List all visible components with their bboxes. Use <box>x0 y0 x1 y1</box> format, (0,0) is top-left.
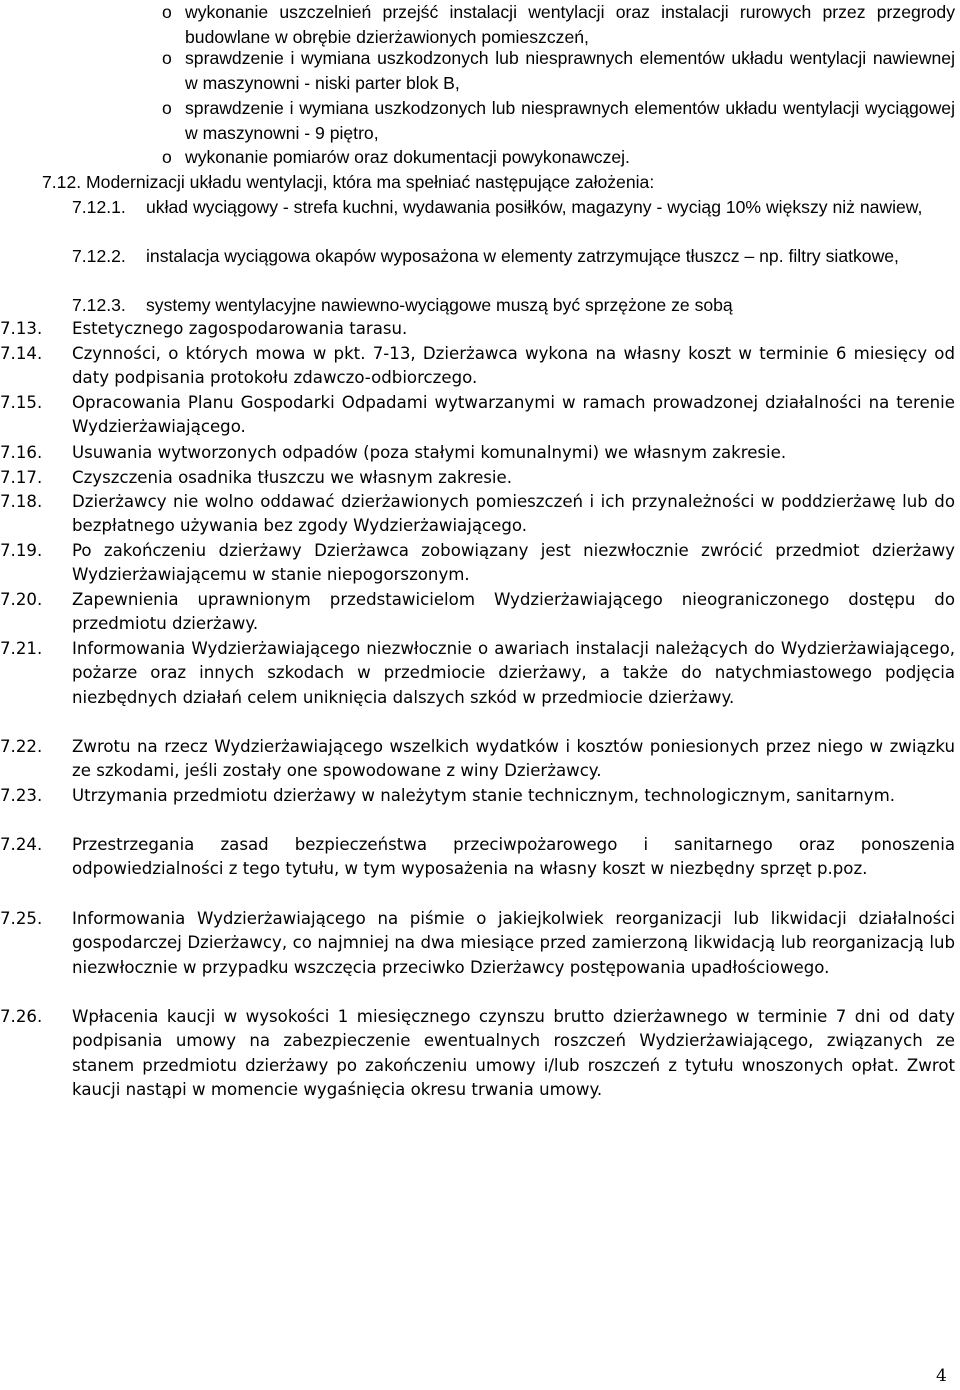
numbered-item <box>0 441 955 465</box>
numbered-item <box>0 1005 955 1103</box>
list-item <box>162 0 955 49</box>
bullet-marker: o <box>162 98 172 118</box>
numbered-item <box>0 588 955 637</box>
list-item <box>162 145 955 170</box>
subitem-number: 7.12.2. <box>72 246 126 266</box>
item-number: 7.15. <box>0 393 43 412</box>
item-text: Usuwania wytworzonych odpadów (poza stałymi komunalnymi) we własnym zakresie. <box>72 443 787 462</box>
page-number: 4 <box>936 1366 947 1386</box>
item-number: 7.26. <box>0 1007 43 1026</box>
numbered-item <box>0 833 955 882</box>
numbered-item <box>0 466 955 490</box>
item-text: Czyszczenia osadnika tłuszczu we własnym zakresie. <box>72 468 513 487</box>
item-number: 7.21. <box>0 639 43 658</box>
bullet-marker: o <box>162 48 172 68</box>
numbered-item <box>0 490 955 539</box>
item-text: Informowania Wydzierżawiającego na piśmie o jakiejkolwiek reorganizacji lub likwidacji działalności gospodarczej Dzierżawcy, co najmniej na dwa miesiące przed zamierzoną likwidacją lub reorganizacją lub niezwłocznie w przypadku wszczęcia przeciwko Dzierżawcy postępowania upadłościowego. <box>72 909 955 977</box>
item-text: Zapewnienia uprawnionym przedstawicielom Wydzierżawiającego nieograniczonego dostępu do przedmiotu dzierżawy. <box>72 590 955 634</box>
list-item-text: sprawdzenie i wymiana uszkodzonych lub niesprawnych elementów układu wentylacji wyciągowej w maszynowni - 9 piętro, <box>185 98 955 143</box>
numbered-item <box>0 317 955 341</box>
numbered-item <box>0 391 955 440</box>
subitem-number: 7.12.3. <box>72 295 126 315</box>
item-text: Informowania Wydzierżawiającego niezwłocznie o awariach instalacji należących do Wydzierżawiającego, pożarze oraz innych szkodach w przedmiocie dzierżawy, a także do natychmiastowego podjęcia niezbędnych działań celem uniknięcia dalszych szkód w przedmiocie dzierżawy. <box>72 639 955 707</box>
list-item-text: wykonanie pomiarów oraz dokumentacji powykonawczej. <box>185 147 630 167</box>
list-item-text: sprawdzenie i wymiana uszkodzonych lub niesprawnych elementów układu wentylacji nawiewnej w maszynowni - niski parter blok B, <box>185 48 955 93</box>
bullet-marker: o <box>162 147 172 167</box>
item-number: 7.16. <box>0 443 43 462</box>
item-text: Zwrotu na rzecz Wydzierżawiającego wszelkich wydatków i kosztów poniesionych przez niego w związku ze szkodami, jeśli zostały one spowodowane z winy Dzierżawcy. <box>72 737 955 781</box>
item-text: Dzierżawcy nie wolno oddawać dzierżawionych pomieszczeń i ich przynależności w poddzierżawę lub do bezpłatnego używania bez zgody Wydzierżawiającego. <box>72 492 955 536</box>
item-number: 7.23. <box>0 786 43 805</box>
item-number: 7.25. <box>0 909 43 928</box>
list-item <box>162 96 955 145</box>
item-number: 7.19. <box>0 541 43 560</box>
list-item-text: wykonanie uszczelnień przejść instalacji wentylacji oraz instalacji rurowych przez przegrody budowlane w obrębie dzierżawionych pomieszczeń, <box>185 2 955 47</box>
numbered-item <box>0 784 955 808</box>
item-text: Czynności, o których mowa w pkt. 7-13, Dzierżawca wykona na własny koszt w terminie 6 miesięcy od daty podpisania protokołu zdawczo-odbiorczego. <box>72 344 955 388</box>
item-number: 7.13. <box>0 319 43 338</box>
numbered-item <box>0 342 955 391</box>
numbered-item <box>0 637 955 710</box>
item-number: 7.20. <box>0 590 43 609</box>
item-number: 7.22. <box>0 737 43 756</box>
numbered-item <box>0 907 955 980</box>
subitem-number: 7.12.1. <box>72 197 126 217</box>
section-heading: 7.12. Modernizacji układu wentylacji, która ma spełniać następujące założenia: <box>42 172 655 192</box>
list-item <box>162 46 955 95</box>
subitem-text: instalacja wyciągowa okapów wyposażona w elementy zatrzymujące tłuszcz – np. filtry siatkowe, <box>146 246 899 266</box>
numbered-item <box>0 539 955 588</box>
subitem <box>72 244 955 269</box>
subitem-text: systemy wentylacyjne nawiewno-wyciągowe muszą być sprzężone ze sobą <box>146 295 733 315</box>
item-number: 7.18. <box>0 492 43 511</box>
item-text: Przestrzegania zasad bezpieczeństwa przeciwpożarowego i sanitarnego oraz ponoszenia odpowiedzialności z tego tytułu, w tym wyposażenia na własny koszt w niezbędny sprzęt p.poz. <box>72 835 955 879</box>
numbered-item <box>0 735 955 784</box>
subitem <box>72 195 955 220</box>
item-text: Po zakończeniu dzierżawy Dzierżawca zobowiązany jest niezwłocznie zwrócić przedmiot dzierżawy Wydzierżawiającemu w stanie niepogorszonym. <box>72 541 955 585</box>
subitem <box>72 293 955 318</box>
item-number: 7.14. <box>0 344 43 363</box>
item-text: Estetycznego zagospodarowania tarasu. <box>72 319 408 338</box>
item-text: Opracowania Planu Gospodarki Odpadami wytwarzanymi w ramach prowadzonej działalności na terenie Wydzierżawiającego. <box>72 393 955 437</box>
item-text: Utrzymania przedmiotu dzierżawy w należytym stanie technicznym, technologicznym, sanitarnym. <box>72 786 896 805</box>
item-number: 7.24. <box>0 835 43 854</box>
subitem-text: układ wyciągowy - strefa kuchni, wydawania posiłków, magazyny - wyciąg 10% większy niż nawiew, <box>146 197 923 217</box>
item-text: Wpłacenia kaucji w wysokości 1 miesięcznego czynszu brutto dzierżawnego w terminie 7 dni od daty podpisania umowy na zabezpieczenie ewentualnych roszczeń Wydzierżawiającego, związanych ze stanem przedmiotu dzierżawy po zakończeniu umowy i/lub roszczeń z tytułu wnoszonych opłat. Zwrot kaucji nastąpi w momencie wygaśnięcia okresu trwania umowy. <box>72 1007 955 1100</box>
item-number: 7.17. <box>0 468 43 487</box>
bullet-marker: o <box>162 2 172 22</box>
